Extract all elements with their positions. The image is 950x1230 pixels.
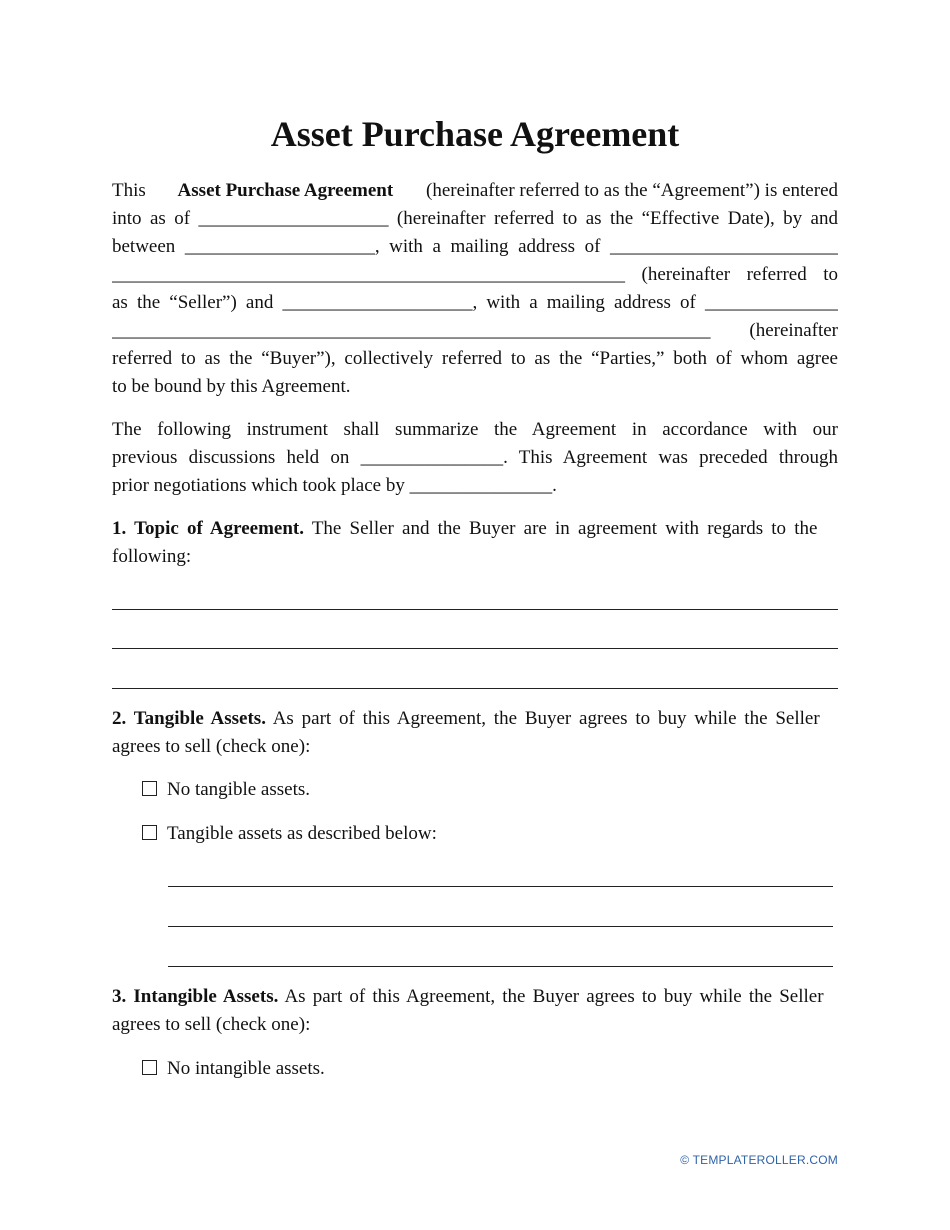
option-no-intangible (142, 1055, 325, 1083)
fill-in-line[interactable] (168, 926, 833, 927)
section-2-text: As part of this Agreement, the Buyer agrees to buy while the Seller (265, 708, 820, 729)
section-1-text: The Seller and the Buyer are in agreement with regards to the (304, 518, 818, 539)
para2-line-2: previous discussions held on _______________. This Agreement was preceded through (112, 447, 838, 468)
section-3-line-2: agrees to sell (check one): (112, 1014, 311, 1035)
intro-line-1 (112, 177, 838, 205)
option-no-tangible (142, 776, 310, 804)
document-title: Asset Purchase Agreement (270, 114, 680, 154)
checkbox[interactable] (142, 781, 157, 796)
intro-line-6: _______________________________________________________________ (hereinafter (112, 320, 838, 341)
intro-line-8: to be bound by this Agreement. (112, 376, 351, 397)
checkbox[interactable] (142, 825, 157, 840)
section-2-line-2: agrees to sell (check one): (112, 736, 311, 757)
agreement-name: Asset Purchase Agreement (173, 180, 398, 201)
intro-text: This (112, 180, 146, 201)
fill-in-line[interactable] (168, 886, 833, 887)
intro-text: (hereinafter referred to as the “Agreement”) is entered (426, 180, 838, 201)
intro-line-5: as the “Seller”) and ____________________, with a mailing address of ______________ (112, 292, 838, 313)
section-2-line-1 (112, 705, 838, 733)
section-3-heading: 3. Intangible Assets. (112, 986, 279, 1007)
option-label: No tangible assets. (167, 779, 311, 800)
section-1-line-1 (112, 515, 838, 543)
footer-copyright-link[interactable]: © TEMPLATEROLLER.COM (680, 1153, 838, 1167)
fill-in-line[interactable] (168, 966, 833, 967)
section-1-heading: 1. Topic of Agreement. (112, 518, 304, 539)
section-1-line-2: following: (112, 546, 192, 567)
checkbox[interactable] (142, 1060, 157, 1075)
para2-line-3: prior negotiations which took place by _______________. (112, 475, 557, 496)
fill-in-line[interactable] (112, 609, 838, 610)
option-label: No intangible assets. (167, 1058, 325, 1079)
section-3-text: As part of this Agreement, the Buyer agrees to buy while the Seller (278, 986, 824, 1007)
intro-line-7: referred to as the “Buyer”), collectively referred to as the “Parties,” both of whom agree (112, 348, 838, 369)
option-tangible-described (142, 820, 437, 848)
fill-in-line[interactable] (112, 688, 838, 689)
section-2-heading: 2. Tangible Assets. (112, 708, 266, 729)
option-label: Tangible assets as described below: (167, 823, 437, 844)
fill-in-line[interactable] (112, 648, 838, 649)
intro-line-2: into as of ____________________ (hereinafter referred to as the “Effective Date), by and (112, 208, 838, 229)
intro-line-4: ______________________________________________________ (hereinafter referred to (112, 264, 838, 285)
para2-line-1: The following instrument shall summarize the Agreement in accordance with our (112, 419, 838, 440)
intro-line-3: between ____________________, with a mailing address of ________________________ (112, 236, 838, 257)
section-3-line-1 (112, 983, 838, 1011)
